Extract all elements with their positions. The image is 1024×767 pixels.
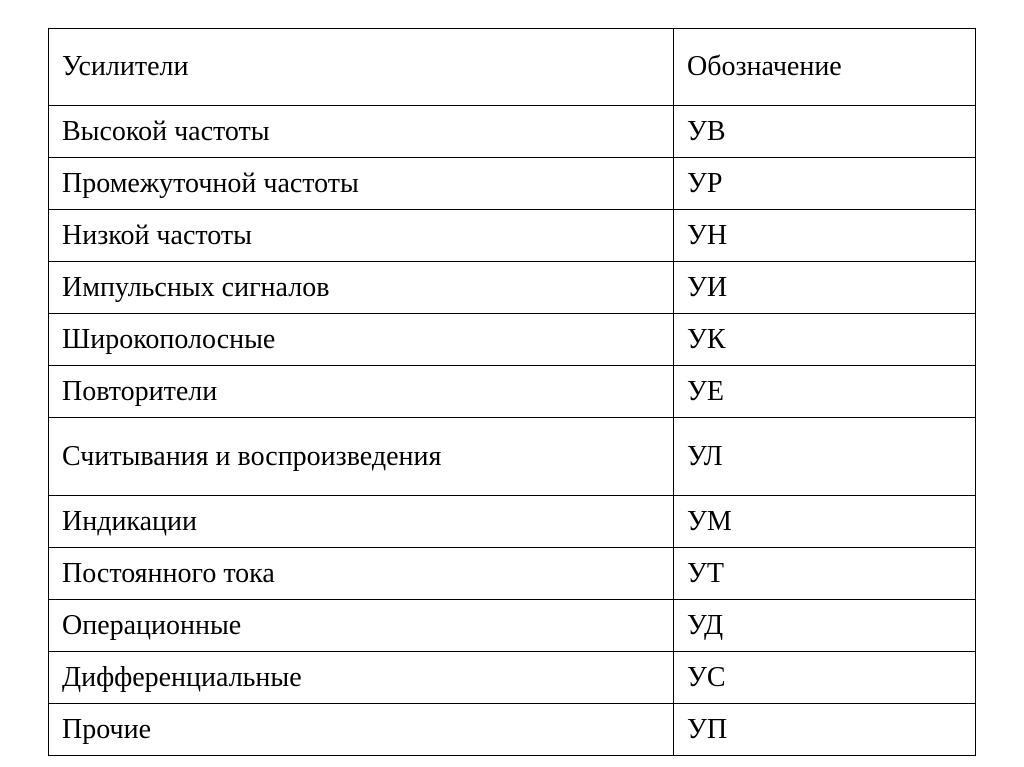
designation-cell: УП bbox=[674, 704, 976, 756]
header-designation: Обозначение bbox=[674, 29, 976, 106]
table-row bbox=[49, 262, 976, 314]
amplifier-name-cell: Широкополосные bbox=[49, 314, 674, 366]
amplifier-designation-table bbox=[48, 28, 976, 756]
designation-cell: УВ bbox=[674, 106, 976, 158]
header-amplifiers: Усилители bbox=[49, 29, 674, 106]
table-row bbox=[49, 366, 976, 418]
amplifier-name-cell: Промежуточной частоты bbox=[49, 158, 674, 210]
amplifier-name-cell: Индикации bbox=[49, 496, 674, 548]
designation-cell: УМ bbox=[674, 496, 976, 548]
designation-cell: УН bbox=[674, 210, 976, 262]
table-row bbox=[49, 548, 976, 600]
amplifier-name-cell: Постоянного тока bbox=[49, 548, 674, 600]
designation-cell: УК bbox=[674, 314, 976, 366]
table-row bbox=[49, 106, 976, 158]
amplifier-name-cell: Операционные bbox=[49, 600, 674, 652]
table-row bbox=[49, 652, 976, 704]
amplifier-name-cell: Повторители bbox=[49, 366, 674, 418]
designation-cell: УС bbox=[674, 652, 976, 704]
amplifier-name-cell: Импульсных сигналов bbox=[49, 262, 674, 314]
amplifier-name-cell: Прочие bbox=[49, 704, 674, 756]
table-header-row bbox=[49, 29, 976, 106]
designation-cell: УД bbox=[674, 600, 976, 652]
designation-cell: УЛ bbox=[674, 418, 976, 496]
table-row bbox=[49, 496, 976, 548]
designation-cell: УТ bbox=[674, 548, 976, 600]
amplifier-name-cell: Высокой частоты bbox=[49, 106, 674, 158]
amplifier-name-cell: Низкой частоты bbox=[49, 210, 674, 262]
designation-cell: УЕ bbox=[674, 366, 976, 418]
amplifier-name-cell: Считывания и воспроизведения bbox=[49, 418, 674, 496]
table-row bbox=[49, 418, 976, 496]
table-row bbox=[49, 600, 976, 652]
amplifier-name-cell: Дифференциальные bbox=[49, 652, 674, 704]
designation-cell: УР bbox=[674, 158, 976, 210]
designation-cell: УИ bbox=[674, 262, 976, 314]
table-row bbox=[49, 210, 976, 262]
table-row bbox=[49, 314, 976, 366]
table-row bbox=[49, 158, 976, 210]
table-row bbox=[49, 704, 976, 756]
